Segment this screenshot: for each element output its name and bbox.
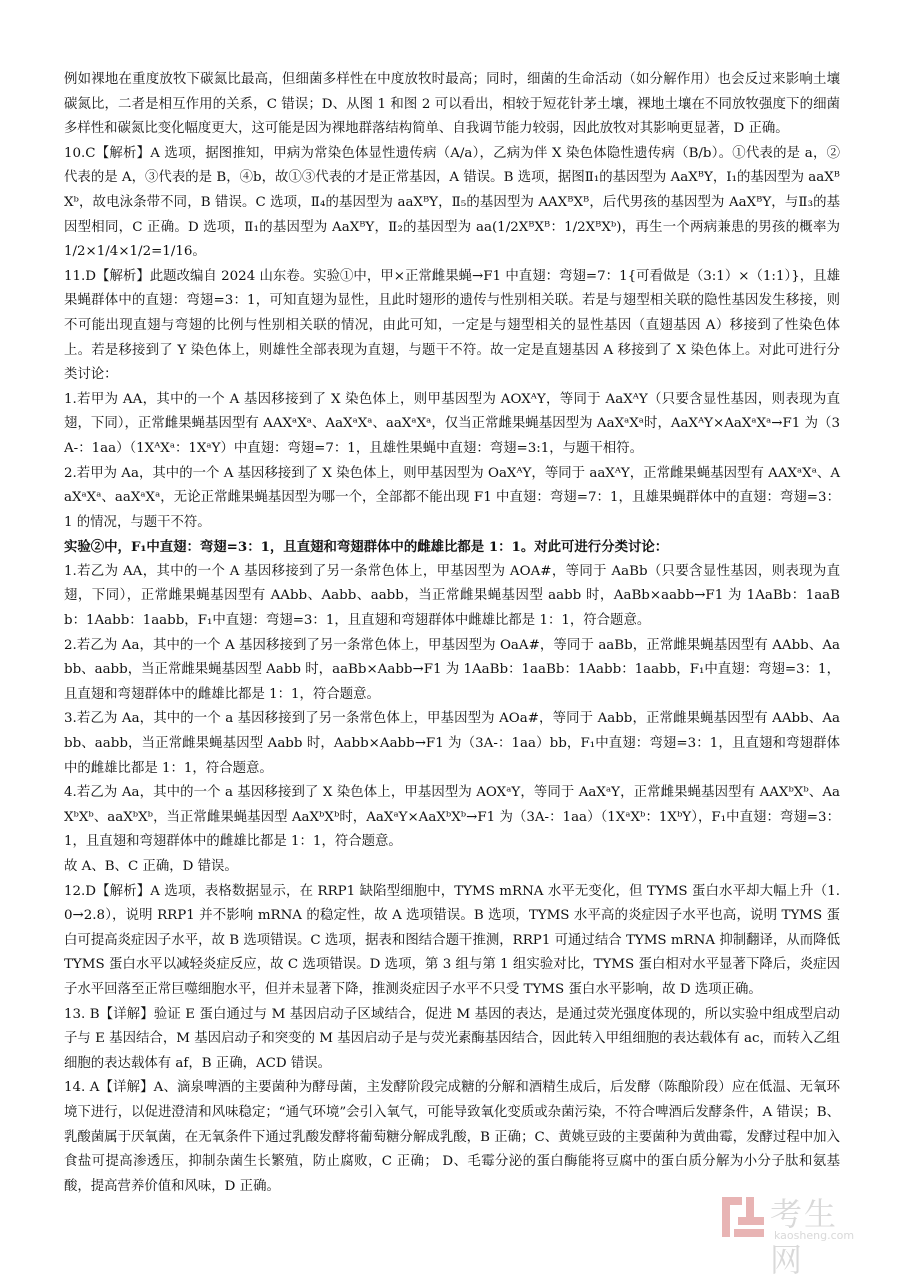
answer-document <box>64 68 840 1199</box>
experiment-2-case-2: 2.若乙为 Aa，其中的一个 A 基因移接到了另一条常色体上，甲基因型为 OaA#，等同于 aaBb，正常雌果蝇基因型有 AAbb、Aabb、aabb，当正常雌果蝇基因型 Aabb 时，aaBb×Aabb→F1 为 1AaBb：1aaBb：1Aabb：1aabb，F₁中直翅：弯翅=3：1，且直翅和弯翅群体中的雌雄比都是 1：1，符合题意。 <box>64 637 840 702</box>
experiment-2-case-3: 3.若乙为 Aa，其中的一个 a 基因移接到了另一条常色体上，甲基因型为 AOa#，等同于 Aabb，正常雌果蝇基因型有 AAbb、Aabb、aabb，当正常雌果蝇基因型 Aabb 时，Aabb×Aabb→F1 为（3A-：1aa）bb，F₁中直翅：弯翅=3：1，且直翅和弯翅群体中的雌雄比都是 1：1，符合题意。 <box>64 711 840 776</box>
paragraph-13: 13. B【详解】验证 E 蛋白通过与 M 基因启动子区域结合，促进 M 基因的表达，是通过荧光强度体现的，所以实验中组成型启动子与 E 基因结合，M 基因启动子和突变的 M 基因启动子是与荧光素酶基因结合，因此转入甲组细胞的表达载体有 ac，而转入乙组细胞的表达载体有 af，B 正确，ACD 错误。 <box>64 1006 840 1071</box>
experiment-2-heading: 实验②中，F₁中直翅：弯翅=3：1，且直翅和弯翅群体中的雌雄比都是 1：1。对此可进行分类讨论： <box>64 539 669 556</box>
paragraph-12: 12.D【解析】A 选项，表格数据显示，在 RRP1 缺陷型细胞中，TYMS mRNA 水平无变化，但 TYMS 蛋白水平却大幅上升（1.0→2.8），说明 RRP1 并不影响 mRNA 的稳定性，故 A 选项错误。B 选项，TYMS 水平高的炎症因子水平也高，说明 TYMS 蛋白可提高炎症因子水平，故 B 选项错误。C 选项，据表和图结合题干推测，RRP1 可通过结合 TYMS mRNA 抑制翻译，从而降低 TYMS 蛋白水平以减轻炎症反应，故 C 选项错误。D 选项，第 3 组与第 1 组实验对比，TYMS 蛋白相对水平显著下降后，炎症因子水平回落至正常巨噬细胞水平，但并未显著下降，推测炎症因子水平不只受 TYMS 蛋白水平影响，故 D 选项正确。 <box>64 883 840 997</box>
paragraph-10: 10.C【解析】A 选项，据图推知，甲病为常染色体显性遗传病（A/a），乙病为伴 X 染色体隐性遗传病（B/b）。①代表的是 a，②代表的是 A，③代表的是 B，④b，故①③代表的才是正常基因，A 错误。B 选项，据图Ⅱ₁的基因型为 AaXᴮY，Ⅰ₁的基因型为 aaXᴮXᵇ，故电泳条带不同，B 错误。C 选项，Ⅱ₄的基因型为 aaXᴮY，Ⅱ₅的基因型为 AAXᴮXᴮ，后代男孩的基因型为 AaXᴮY，与Ⅱ₃的基因型相同，C 正确。D 选项，Ⅱ₁的基因型为 AaXᴮY，Ⅱ₂的基因型为 aa(1/2XᴮXᴮ：1/2XᴮXᵇ)，再生一个两病兼患的男孩的概率为 1/2×1/4×1/2=1/16。 <box>64 145 840 260</box>
watermark-cn-text: 考生网 <box>770 1195 839 1279</box>
watermark-en-text: kaosheng.com <box>774 1229 855 1242</box>
kaosheng-watermark-logo <box>720 1189 870 1279</box>
kaosheng-logo-icon <box>720 1193 766 1241</box>
paragraph-9-tail: 例如裸地在重度放牧下碳氮比最高，但细菌多样性在中度放牧时最高；同时，细菌的生命活动（如分解作用）也会反过来影响土壤碳氮比，二者是相互作用的关系，C 错误；D、从图 1 和图 2 可以看出，相较于短花针茅土壤，裸地土壤在不同放牧强度下的细菌多样性和碳氮比变化幅度更大，这可能是因为裸地群落结构简单、自我调节能力较弱，因此放牧对其影响更显著，D 正确。 <box>64 72 840 137</box>
experiment-2-case-1: 1.若乙为 AA，其中的一个 A 基因移接到了另一条常色体上，甲基因型为 AOA#，等同于 AaBb（只要含显性基因，则表现为直翅，下同），正常雌果蝇基因型有 AAbb、Aabb、aabb，当正常雌果蝇基因型 aabb 时，AaBb×aabb→F1 为 1AaBb：1aaBb：1Aabb：1aabb，F₁中直翅：弯翅=3：1，且直翅和弯翅群体中雌雄比都是 1：1，符合题意。 <box>64 563 840 629</box>
experiment-2-case-4: 4.若乙为 Aa，其中的一个 a 基因移接到了 X 染色体上，甲基因型为 AOXᵃY，等同于 AaXᵃY，正常雌果蝇基因型有 AAXᵇXᵇ、AaXᵇXᵇ、aaXᵇXᵇ，当正常雌果蝇基因型 AaXᵇXᵇ时，AaXᵃY×AaXᵇXᵇ→F1 为（3A-：1aa）（1XᵃXᵇ：1XᵇY），F₁中直翅：弯翅=3：1，且直翅和弯翅群体中的雌雄比都是 1：1，符合题意。 <box>64 785 840 850</box>
paragraph-11-case-1: 1.若甲为 AA，其中的一个 A 基因移接到了 X 染色体上，则甲基因型为 AOXᴬY，等同于 AaXᴬY（只要含显性基因，则表现为直翅，下同），正常雌果蝇基因型有 AAXᵃXᵃ、AaXᵃXᵃ、aaXᵃXᵃ，仅当正常雌果蝇基因型为 AaXᵃXᵃ时，AaXᴬY×AaXᵃXᵃ→F1 为（3A-：1aa）（1XᴬXᵃ：1XᵃY）中直翅：弯翅=7：1，且雄性果蝇中直翅：弯翅=3:1，与题干相符。 <box>64 391 840 456</box>
paragraph-14: 14. A【详解】A、滴泉啤酒的主要菌种为酵母菌，主发酵阶段完成糖的分解和酒精生成后，后发酵（陈酿阶段）应在低温、无氧环境下进行，以促进澄清和风味稳定；“通气环境”会引入氧气，可能导致氧化变质或杂菌污染，不符合啤酒后发酵条件，A 错误；B、乳酸菌属于厌氧菌，在无氧条件下通过乳酸发酵将葡萄糖分解成乳酸，B 正确；C、黄姚豆豉的主要菌种为黄曲霉，发酵过程中加入食盐可提高渗透压，抑制杂菌生长繁殖，防止腐败，C 正确； D、毛霉分泌的蛋白酶能将豆腐中的蛋白质分解为小分子肽和氨基酸，提高营养价值和风味，D 正确。 <box>64 1080 840 1194</box>
paragraph-11: 11.D【解析】此题改编自 2024 山东卷。实验①中，甲×正常雌果蝇→F1 中直翅：弯翅=7：1{可看做是（3:1）×（1:1）}，且雄果蝇群体中的直翅：弯翅=3：1，可知直翅为显性，且此时翅形的遗传与性别相关联。若是与翅型相关联的隐性基因发生移接，则不可能出现直翅与弯翅的比例与性别相关联的情况，由此可知，一定是与翅型相关的显性基因（直翅基因 A）移接到了性染色体上。若是移接到了 Y 染色体上，则雄性全部表现为直翅，与题干不符。故一定是直翅基因 A 移接到了 X 染色体上。对此可进行分类讨论： <box>64 268 840 383</box>
paragraph-11-conclusion: 故 A、B、C 正确，D 错误。 <box>64 859 238 874</box>
paragraph-11-case-2: 2.若甲为 Aa，其中的一个 A 基因移接到了 X 染色体上，则甲基因型为 OaXᴬY，等同于 aaXᴬY，正常雌果蝇基因型有 AAXᵃXᵃ、AaXᵃXᵃ、aaXᵃXᵃ，无论正常雌果蝇基因型为哪一个，全部都不能出现 F1 中直翅：弯翅=7：1，且雄果蝇群体中的直翅：弯翅=3：1 的情况，与题干不符。 <box>64 465 840 530</box>
